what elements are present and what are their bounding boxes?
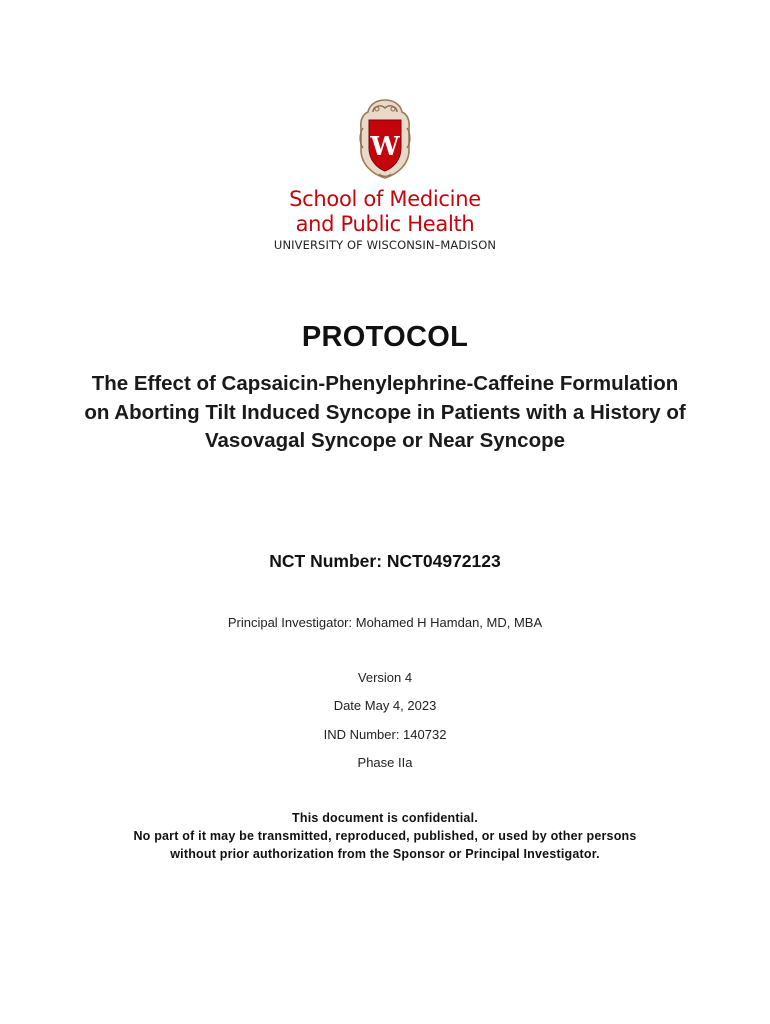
ind-number: IND Number: 140732 [323, 727, 447, 742]
university-name: UNIVERSITY OF WISCONSIN–MADISON [273, 238, 497, 252]
university-crest-logo [355, 98, 415, 180]
version-label: Version 4 [357, 670, 413, 685]
school-name-line1: School of Medicine [289, 187, 481, 211]
crest-letter: W [370, 132, 400, 162]
confidentiality-line1: This document is confidential. [292, 811, 478, 825]
principal-investigator: Principal Investigator: Mohamed H Hamdan, MD, MBA [227, 615, 543, 630]
study-phase: Phase IIa [357, 755, 413, 770]
document-date: Date May 4, 2023 [333, 698, 437, 713]
nct-number: NCT Number: NCT04972123 [269, 551, 501, 571]
protocol-title: The Effect of Capsaicin-Phenylephrine-Caffeine Formulation on Aborting Tilt Induced Syncope in Patients with a History of Vasovagal Syncope or Near Syncope [84, 372, 686, 452]
confidentiality-line2: No part of it may be transmitted, reproduced, published, or used by other persons [133, 829, 637, 843]
confidentiality-notice [0, 809, 770, 863]
confidentiality-line3: without prior authorization from the Sponsor or Principal Investigator. [170, 847, 600, 861]
document-type-heading: PROTOCOL [301, 321, 469, 353]
school-name-line2: and Public Health [295, 212, 475, 236]
